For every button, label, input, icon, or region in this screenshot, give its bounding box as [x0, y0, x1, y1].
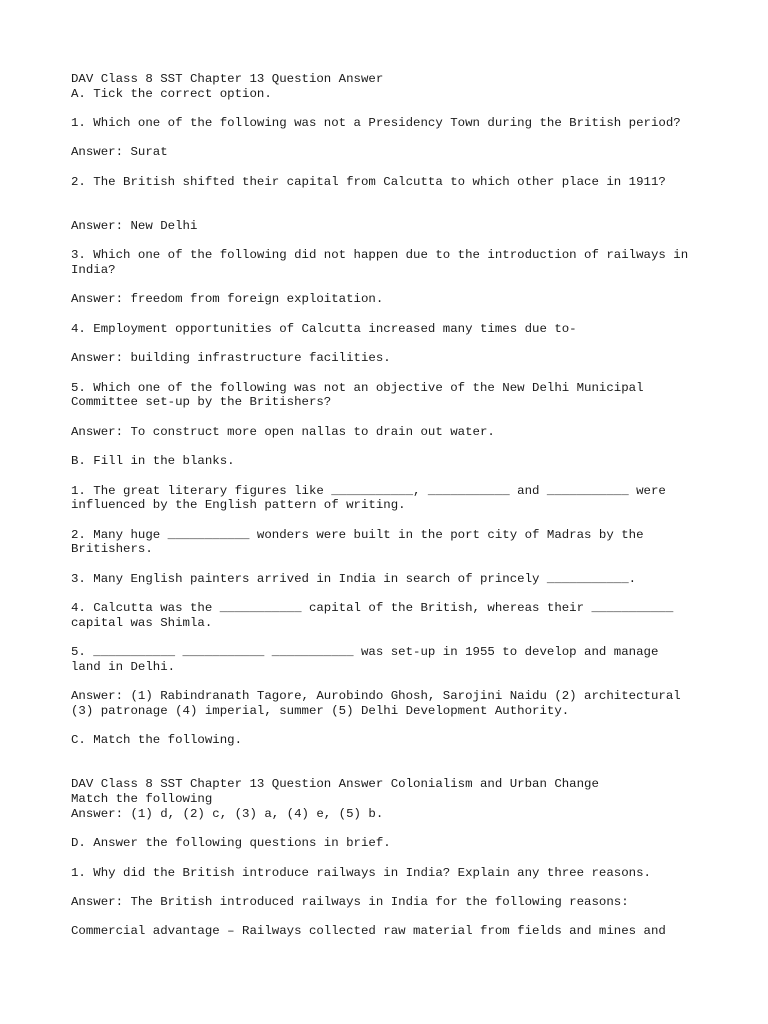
section-b-question-1-line-2: influenced by the English pattern of writing. — [71, 498, 406, 513]
section-c-answer: Answer: (1) d, (2) c, (3) a, (4) e, (5) b. — [71, 806, 384, 821]
section-a-question-3-line-2: India? — [71, 263, 116, 278]
section-b-question-1-line-1: 1. The great literary figures like ___________, ___________ and ___________ were — [71, 483, 666, 498]
section-b-question-2-line-1: 2. Many huge ___________ wonders were built in the port city of Madras by the — [71, 527, 644, 542]
document-title: DAV Class 8 SST Chapter 13 Question Answer — [71, 72, 384, 86]
section-b-question-2-line-2: Britishers. — [71, 542, 153, 557]
section-c-match-label: Match the following — [71, 792, 213, 807]
section-a-answer-4: Answer: building infrastructure facilities. — [71, 351, 391, 366]
section-c-subtitle: DAV Class 8 SST Chapter 13 Question Answer Colonialism and Urban Change — [71, 777, 599, 792]
section-b-question-5-line-2: land in Delhi. — [71, 659, 176, 674]
section-d-answer-1-intro: Answer: The British introduced railways in India for the following reasons: — [71, 895, 629, 910]
section-a-answer-3: Answer: freedom from foreign exploitation. — [71, 292, 384, 307]
section-a-question-4: 4. Employment opportunities of Calcutta increased many times due to- — [71, 321, 577, 336]
section-d-question-1: 1. Why did the British introduce railways in India? Explain any three reasons. — [71, 865, 651, 880]
section-d-answer-1-point-1: Commercial advantage – Railways collected raw material from fields and mines and — [71, 924, 666, 939]
section-b-answer-line-1: Answer: (1) Rabindranath Tagore, Aurobindo Ghosh, Sarojini Naidu (2) architectural — [71, 689, 681, 704]
section-b-answer-line-2: (3) patronage (4) imperial, summer (5) Delhi Development Authority. — [71, 703, 570, 718]
section-a-answer-2: Answer: New Delhi — [71, 218, 198, 233]
section-b-question-3: 3. Many English painters arrived in India in search of princely ___________. — [71, 571, 637, 586]
section-d-heading: D. Answer the following questions in brief. — [71, 836, 391, 851]
section-b-question-4-line-1: 4. Calcutta was the ___________ capital of the British, whereas their ___________ — [71, 601, 674, 616]
section-b-question-4-line-2: capital was Shimla. — [71, 615, 213, 630]
section-a-question-2: 2. The British shifted their capital from Calcutta to which other place in 1911? — [71, 174, 666, 189]
section-a-question-3-line-1: 3. Which one of the following did not happen due to the introduction of railways in — [71, 248, 689, 263]
section-b-question-5-line-1: 5. ___________ ___________ ___________ was set-up in 1955 to develop and manage — [71, 645, 659, 660]
section-c-heading: C. Match the following. — [71, 733, 243, 748]
section-a-question-5-line-1: 5. Which one of the following was not an objective of the New Delhi Municipal — [71, 380, 644, 395]
section-a-question-1: 1. Which one of the following was not a Presidency Town during the British period? — [71, 116, 681, 131]
section-a-heading: A. Tick the correct option. — [71, 86, 272, 101]
section-a-question-5-line-2: Committee set-up by the Britishers? — [71, 395, 332, 410]
section-a-answer-5: Answer: To construct more open nallas to drain out water. — [71, 424, 495, 439]
section-b-heading: B. Fill in the blanks. — [71, 454, 235, 469]
section-a-answer-1: Answer: Surat — [71, 145, 168, 160]
